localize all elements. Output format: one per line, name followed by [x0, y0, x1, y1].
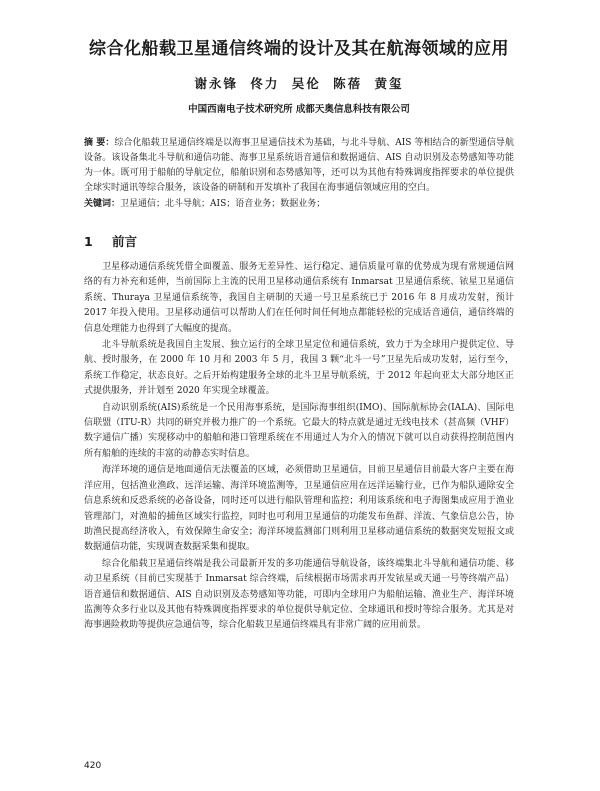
body-paragraph-2: 北斗导航系统是我国自主发展、独立运行的全球卫星定位和通信系统，致力于为全球用户提供定位、导航、授时服务，在 2000 年 10 月和 2003 年 5 月，我国 3 颗“北斗一号”卫星先后成功发射，运行至今，系统工作稳定，状态良好。之后开始构建服务全球的北斗卫星导航系统，于 2012 年起向亚太大部分地区正式提供服务，并计划至 2020 年实现全球覆盖。 [84, 340, 514, 397]
abstract-text: 综合化船载卫星通信终端是以海事卫星通信技术为基础，与北斗导航、AIS 等相结合的新型通信导航设备。该设备集北斗导航和通信功能、海事卫星系统语音通信和数据通信、AIS 自动识别及态势感知等功能为一体。既可用于船舶的导航定位，船舶识别和态势感知等，还可以为其他有特殊调度指挥要求的单位提供全球实时通讯等综合服务，该设备的研制和开发填补了我国在海事通信领域应用的空白。 [84, 138, 514, 193]
keywords-text: 卫星通信；北斗导航；AIS；语音业务；数据业务； [120, 199, 326, 209]
section-number: 1 [84, 234, 93, 249]
body-paragraph-3: 自动识别系统(AIS)系统是一个民用海事系统，是国际海事组织(IMO)、国际航标协会(IALA)、国际电信联盟（ITU-R）共同的研究并极力推广的一个系统。它最大的特点就是通过无线电技术（甚高频（VHF）数字通信广播）实现移动中的船舶和港口管理系统在不用通过人为介入的情况下就可以自动获得控制范围内所有船舶的连续的丰富的动静态实时信息。 [84, 402, 514, 459]
body-paragraph-4: 海洋环境的通信是地面通信无法覆盖的区域，必须借助卫星通信，目前卫星通信目前最大客户主要在海洋应用，包括渔业渔政、远洋运输、海洋环境监测等，卫星通信应用在远洋运输行业，已作为船队通除安全信息系统和反恐系统的必备设备，同时还可以进行船队管理和监控；利用该系统和电子海图集成应用于渔业管理部门，对渔船的捕鱼区域实行监控，同时也可利用卫星通信的功能发布鱼群、洋流、气象信息公告，协助渔民提高经济收入，有效保障生命安全；海洋环境监测部门则利用卫星移动通信系统的数据突发短报文或数据通信功能，实现调查数据采集和提取。 [84, 465, 514, 553]
page-number: 420 [84, 761, 102, 771]
section-title: 前言 [112, 234, 138, 249]
keywords-label: 关键词： [84, 199, 121, 209]
section-heading [84, 232, 514, 250]
abstract-label: 摘 要： [84, 138, 115, 148]
affiliation: 中国西南电子技术研究所 成都天奥信息科技有限公司 [188, 104, 410, 115]
author-list: 谢永锋 佟力 吴伦 陈蓓 黄玺 [194, 76, 404, 91]
abstract [84, 136, 514, 196]
keywords [84, 197, 514, 212]
paper-title: 综合化船载卫星通信终端的设计及其在航海领域的应用 [89, 39, 509, 59]
body-paragraph-5: 综合化船载卫星通信终端是我公司最新开发的多功能通信导航设备，该终端集北斗导航和通信功能、移动卫星系统（目前已实现基于 Inmarsat 综合终端，后续根据市场需求再开发铱星或天通一号等终端产品）语音通信和数据通信、AIS 自动识别及态势感知等功能，可即内全球用户为船舶运输、渔业生产、海洋环境监测等众多行业以及其他有特殊调度指挥要求的单位提供导航定位、全球通讯和授时等综合服务。尤其是对海事遇险救助等提供应急通信等，综合化船载卫星通信终端具有非常广阔的应用前景。 [84, 558, 514, 631]
body-paragraph-1: 卫星移动通信系统凭借全面覆盖、服务无差异性、运行稳定、通信质量可靠的优势成为现有常规通信网络的有力补充和延伸，当前国际上主流的民用卫星移动通信系统有 Inmarsat 卫星通信系统、铱星卫星通信系统、Thuraya 卫星通信系统等，我国自主研制的天通一号卫星系统已于 2016 年 8 月成功发射，预计 2017 年投入使用。卫星移动通信可以帮助人们在任何时间任何地点都能轻松的完成话音通信，通信终端的信息处理能力也得到了大幅度的提高。 [84, 262, 514, 334]
